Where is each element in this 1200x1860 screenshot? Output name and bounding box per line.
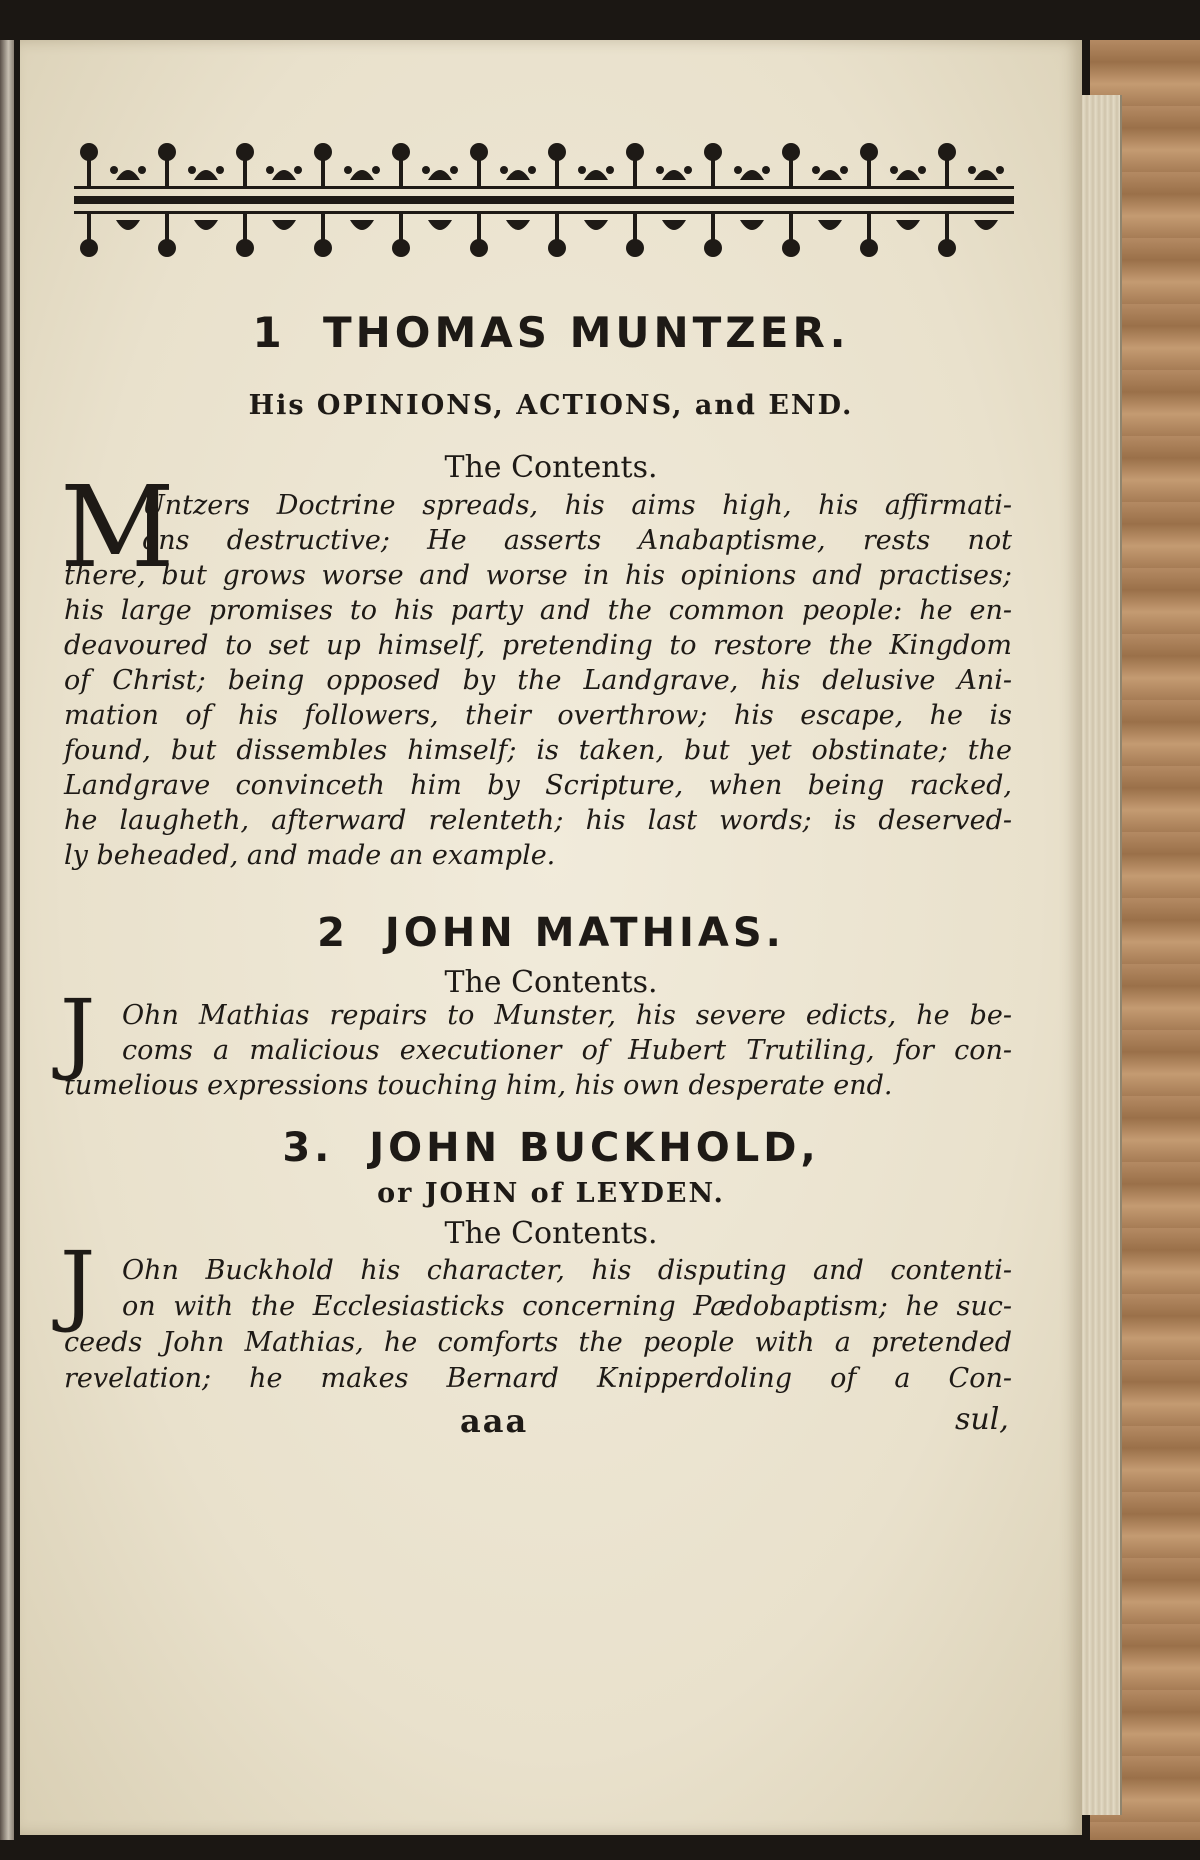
ornamental-headpiece: [64, 130, 1024, 270]
text-line: his large promises to his party and the common people: he en-: [64, 595, 1012, 626]
text-line: coms a malicious executioner of Hubert Trutiling, for con-: [122, 1035, 1012, 1066]
text-line: Ohn Buckhold his character, his disputing and contenti-: [122, 1255, 1012, 1286]
section-2-heading: [20, 910, 1082, 956]
text-line: tumelious expressions touching him, his own desperate end.: [64, 1070, 893, 1101]
section-title: JOHN MATHIAS.: [384, 910, 785, 956]
facing-page-edge: [0, 40, 14, 1840]
text-line: of Christ; being opposed by the Landgrave, his delusive Ani-: [64, 665, 1012, 696]
section-3-heading: [20, 1125, 1082, 1171]
section-title: JOHN BUCKHOLD,: [369, 1125, 820, 1171]
text-line: deavoured to set up himself, pretending to restore the Kingdom: [64, 630, 1012, 661]
text-line: Ohn Mathias repairs to Munster, his severe edicts, he be-: [122, 1000, 1012, 1031]
section-title: THOMAS MUNTZER.: [322, 308, 850, 357]
book-page: [20, 40, 1082, 1835]
section-number: 1: [252, 308, 286, 357]
text-line: there, but grows worse and worse in his opinions and practises;: [64, 560, 1012, 591]
text-line: Untzers Doctrine spreads, his aims high, his affirmati-: [142, 490, 1012, 521]
drop-cap: J: [60, 1232, 96, 1335]
text-line: ly beheaded, and made an example.: [64, 840, 556, 871]
section-1-subtitle: His OPINIONS, ACTIONS, and END.: [248, 390, 854, 421]
section-2-contents-heading: The Contents.: [444, 965, 658, 1000]
section-1-contents-heading: The Contents.: [444, 450, 658, 485]
section-1-heading: [20, 308, 1082, 357]
drop-cap: M: [60, 463, 175, 593]
section-number: 3.: [282, 1125, 334, 1171]
text-line: ceeds John Mathias, he comforts the people with a pretended: [64, 1327, 1012, 1358]
text-line: found, but dissembles himself; is taken, but yet obstinate; the: [64, 735, 1012, 766]
drop-cap: J: [60, 980, 96, 1083]
signature-mark: aaa: [460, 1402, 529, 1440]
text-line: he laugheth, afterward relenteth; his last words; is deserved-: [64, 805, 1012, 836]
text-line: on with the Ecclesiasticks concerning Pædobaptism; he suc-: [122, 1291, 1012, 1322]
section-3-contents-heading: The Contents.: [444, 1216, 658, 1251]
catchword: sul,: [955, 1402, 1009, 1437]
text-line: revelation; he makes Bernard Knipperdoling of a Con-: [64, 1363, 1012, 1394]
section-number: 2: [317, 910, 349, 956]
section-3-subtitle: or JOHN of LEYDEN.: [377, 1178, 725, 1209]
text-line: Landgrave convinceth him by Scripture, when being racked,: [64, 770, 1012, 801]
text-line: mation of his followers, their overthrow; his escape, he is: [64, 700, 1012, 731]
text-line: ons destructive; He asserts Anabaptisme, rests not: [142, 525, 1012, 556]
